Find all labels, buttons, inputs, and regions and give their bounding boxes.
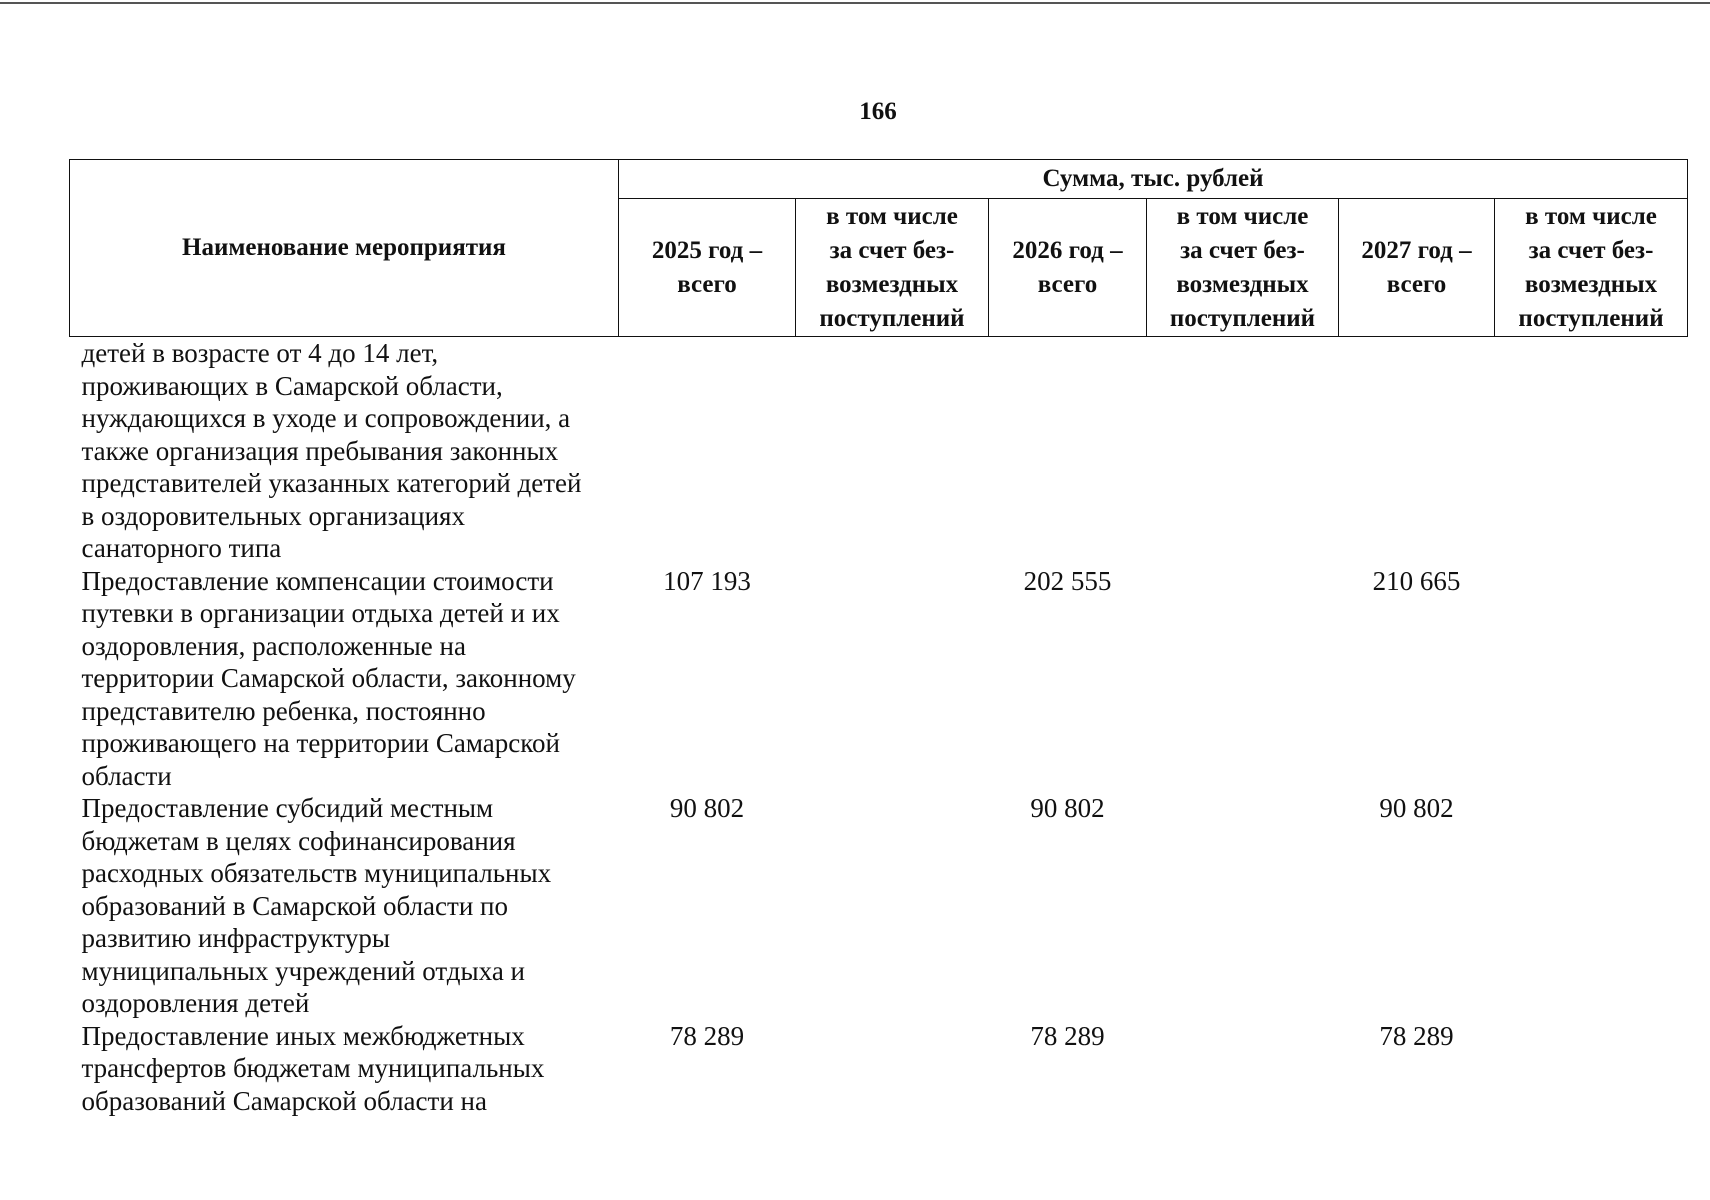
activity-name-cell: Предоставление иных межбюджетных трансфертов бюджетам муниципальных образований Самарской области на xyxy=(81,1020,545,1116)
column-header-2025-total: 2025 год – всего xyxy=(619,199,796,337)
value-2026-total: 90 802 xyxy=(1030,793,1105,823)
value-2027-free-receipts xyxy=(1495,1020,1688,1118)
value-2027-free-receipts xyxy=(1495,337,1688,565)
activity-name-cell: детей в возрасте от 4 до 14 лет, проживающих в Самарской области, нуждающихся в уходе и сопровождении, а также организация пребывания законных представителей указанных категорий детей в оздоровительных организациях санаторного типа xyxy=(81,338,582,563)
table-row xyxy=(70,1020,1688,1118)
column-header-2026-free-receipts: в том числе за счет без- возмездных поступлений xyxy=(1147,199,1339,337)
table-row xyxy=(70,565,1688,793)
value-2026-free-receipts xyxy=(1147,1020,1339,1118)
value-2026-free-receipts xyxy=(1147,792,1339,1020)
value-2027-total: 210 665 xyxy=(1372,565,1461,596)
value-2025-free-receipts xyxy=(796,565,989,793)
value-2025-free-receipts xyxy=(796,1020,989,1118)
value-2026-free-receipts xyxy=(1147,565,1339,793)
column-header-2026-total: 2026 год – всего xyxy=(989,199,1147,337)
value-2027-free-receipts xyxy=(1495,792,1688,1020)
value-2027-total: 90 802 xyxy=(1379,793,1454,823)
budget-table xyxy=(69,159,1688,1117)
table-header xyxy=(70,160,1688,337)
value-2027-free-receipts xyxy=(1495,565,1688,793)
column-header-name: Наименование мероприятия xyxy=(70,160,619,337)
value-2025-free-receipts xyxy=(796,337,989,565)
value-2025-total: 107 193 xyxy=(663,565,751,596)
value-2025-total: 90 802 xyxy=(669,793,745,823)
column-header-2027-free-receipts: в том числе за счет без- возмездных поступлений xyxy=(1495,199,1688,337)
page-number: 166 xyxy=(859,98,897,125)
table-body xyxy=(70,337,1688,1118)
value-2025-total: 78 289 xyxy=(669,1020,745,1051)
column-header-2025-free-receipts: в том числе за счет без- возмездных поступлений xyxy=(796,199,989,337)
table-row xyxy=(70,792,1688,1020)
column-header-2027-total: 2027 год – всего xyxy=(1339,199,1495,337)
value-2025-free-receipts xyxy=(796,792,989,1020)
value-2025-total xyxy=(619,337,796,565)
value-2027-total xyxy=(1339,337,1495,565)
table-row xyxy=(70,337,1688,565)
column-group-header-sum: Сумма, тыс. рублей xyxy=(619,160,1688,199)
value-2026-free-receipts xyxy=(1147,337,1339,565)
value-2026-total: 202 555 xyxy=(1023,565,1112,596)
value-2027-total: 78 289 xyxy=(1379,1020,1454,1051)
value-2026-total: 78 289 xyxy=(1030,1020,1105,1051)
activity-name-cell: Предоставление субсидий местным бюджетам в целях софинансирования расходных обязательств муниципальных образований в Самарской области по развитию инфраструктуры муниципальных учреждений отдыха и оздоровления детей xyxy=(81,793,552,1018)
top-border-rule xyxy=(0,2,1710,4)
value-2026-total xyxy=(989,337,1147,565)
activity-name-cell: Предоставление компенсации стоимости путевки в организации отдыха детей и их оздоровления, расположенные на территории Самарской области, законному представителю ребенка, постоянно проживающего на территории Самарской области xyxy=(81,565,576,791)
